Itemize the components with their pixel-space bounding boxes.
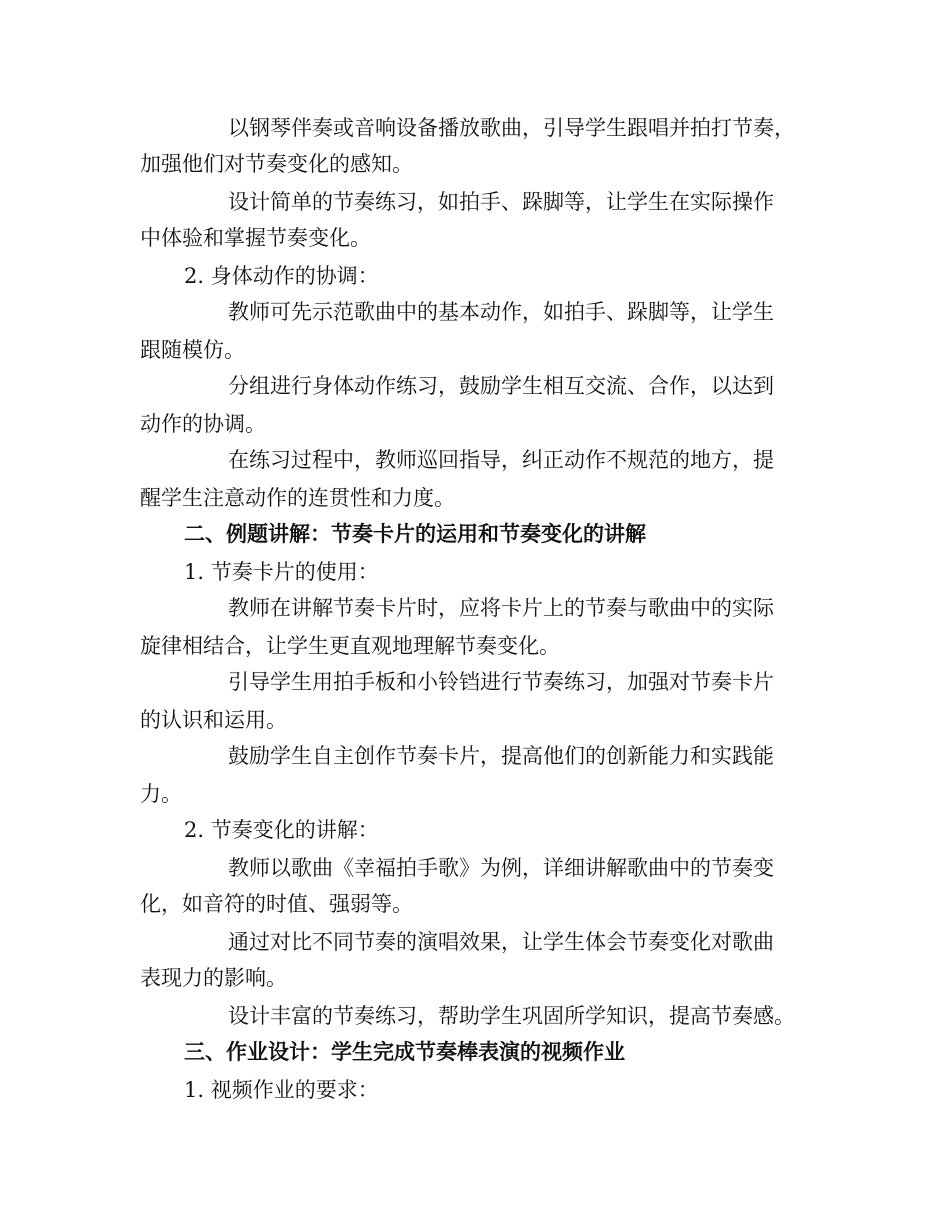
paragraph-line: 醒学生注意动作的连贯性和力度。	[140, 486, 455, 510]
paragraph-line: 引导学生用拍手板和小铃铛进行节奏练习，加强对节奏卡片	[228, 670, 774, 694]
paragraph-line: 在练习过程中，教师巡回指导，纠正动作不规范的地方，提	[228, 448, 774, 472]
subheading: 2. 节奏变化的讲解：	[184, 818, 379, 842]
paragraph-line: 动作的协调。	[140, 412, 266, 436]
paragraph-line: 化，如音符的时值、强弱等。	[140, 892, 413, 916]
section-heading: 三、作业设计：学生完成节奏棒表演的视频作业	[184, 1039, 625, 1064]
paragraph-line: 旋律相结合，让学生更直观地理解节奏变化。	[140, 634, 560, 658]
subheading: 1. 节奏卡片的使用：	[184, 560, 379, 584]
paragraph-line: 跟随模仿。	[140, 338, 245, 362]
paragraph-line: 表现力的影响。	[140, 966, 287, 990]
subheading: 1. 视频作业的要求：	[184, 1078, 379, 1102]
paragraph-line: 以钢琴伴奏或音响设备播放歌曲，引导学生跟唱并拍打节奏，	[228, 116, 795, 140]
paragraph-line: 鼓励学生自主创作节奏卡片，提高他们的创新能力和实践能	[228, 744, 774, 768]
paragraph-line: 分组进行身体动作练习，鼓励学生相互交流、合作，以达到	[228, 374, 774, 398]
paragraph-line: 通过对比不同节奏的演唱效果，让学生体会节奏变化对歌曲	[228, 930, 774, 954]
section-heading: 二、例题讲解：节奏卡片的运用和节奏变化的讲解	[184, 521, 646, 546]
paragraph-line: 中体验和掌握节奏变化。	[140, 226, 371, 250]
paragraph-line: 力。	[140, 782, 182, 806]
paragraph-line: 教师以歌曲《幸福拍手歌》为例，详细讲解歌曲中的节奏变	[228, 856, 774, 880]
paragraph-line: 加强他们对节奏变化的感知。	[140, 152, 413, 176]
paragraph-line: 教师可先示范歌曲中的基本动作，如拍手、跺脚等，让学生	[228, 300, 774, 324]
paragraph-line: 设计简单的节奏练习，如拍手、跺脚等，让学生在实际操作	[228, 190, 774, 214]
paragraph-line: 教师在讲解节奏卡片时，应将卡片上的节奏与歌曲中的实际	[228, 596, 774, 620]
subheading: 2. 身体动作的协调：	[184, 264, 379, 288]
paragraph-line: 设计丰富的节奏练习，帮助学生巩固所学知识，提高节奏感。	[228, 1004, 795, 1028]
paragraph-line: 的认识和运用。	[140, 708, 287, 732]
